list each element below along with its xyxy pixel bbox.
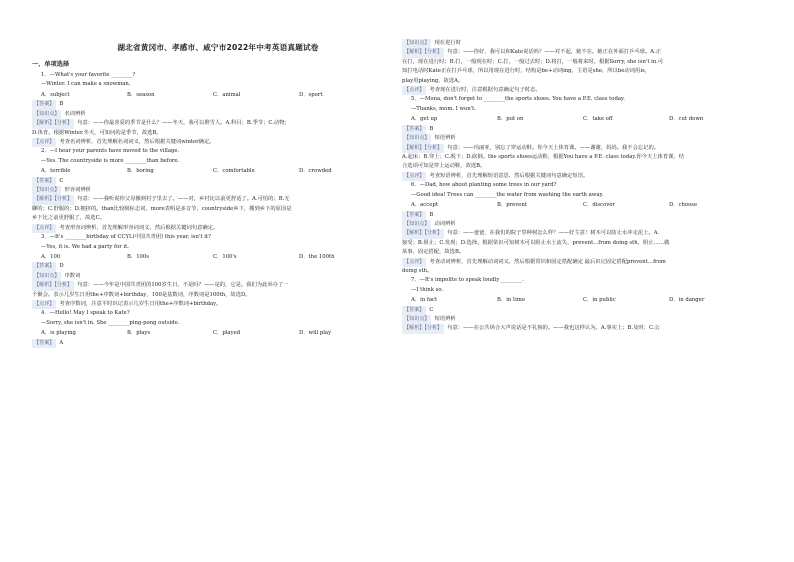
label-tag: 【解析】【分析】 [402,48,444,57]
question-line: —I think so. [411,286,444,293]
label-tag: 【知识点】 [402,220,431,229]
labeled-line [402,306,774,315]
label-tag: 【知识点】 [32,272,61,281]
labeled-line [402,324,774,333]
option-a: A．get up [411,116,438,123]
label-tag: 【解析】【分析】 [32,281,74,290]
label-text: A [59,339,64,346]
label-tag: 【点评】 [402,172,426,181]
question-line: 6．—Dad, how about planting some trees in our yard? [411,182,557,189]
label-text: 现在进行时 [434,40,461,46]
labeled-line [32,177,404,186]
label-text: 考查序数词，注意平时识记表示几岁生日用the+序数词+birthday。 [59,301,222,308]
options-row [32,328,404,339]
explanation-line: 个聚会。表示几岁生日用the+序数词+birthday，100是基数词，序数词是100th，故选D。 [32,291,251,298]
label-tag: 【知识点】 [402,134,431,143]
option-c: C．played [213,330,241,337]
label-text: B [59,101,64,108]
labeled-line [32,119,404,128]
explanation-line: doing sth。 [402,267,433,274]
explanation-line: 在打，现在进行时；B.打，一般现在时；C.打，一般过去时；D.将打，一般将来时。根据Sorry, she isn't in.可 [402,58,664,65]
label-text: D [59,263,64,270]
question-line: 7．—It's impolite to speak loudly ________. [411,277,524,284]
option-d: D．cut down [669,116,704,123]
options-row [402,114,774,125]
label-tag: 【答案】 [402,125,426,134]
options-row [32,166,404,177]
question-line: —Yes, it is. We had a party for it. [41,243,129,250]
labeled-line [402,220,774,229]
option-c: C．in public [583,297,616,304]
label-tag: 【答案】 [402,306,426,315]
label-text: 考查动词辨析，首先理解动词词义，然后根据常识和固定搭配确定 最后识记固定搭配prevent…from [429,258,666,265]
label-tag: 【解析】【分析】 [402,144,444,153]
right-column-body [402,39,774,334]
label-text: 句意：——在公共场合大声说话是不礼貌的。——我也这样认为。A.事实上；B.及时；C.公 [447,325,660,332]
label-tag: 【解析】【分析】 [402,324,444,333]
label-tag: 【答案】 [402,211,426,220]
option-b: B．plays [127,330,151,337]
option-d: D．crowded [299,168,332,175]
right-column [402,39,774,334]
label-tag: 【知识点】 [402,315,431,324]
labeled-line [402,315,774,324]
labeled-line [402,86,774,95]
section-heading: 一、单项选择 [32,61,70,68]
question-line: —Good idea! Trees can ________the water from washing the earth away. [411,191,604,198]
labeled-line [32,100,404,109]
options-row [32,90,404,101]
label-tag: 【点评】 [32,138,56,147]
option-d: D．sport [299,91,323,98]
explanation-line: 知打电话时Kate正在打乒乓球，所以用现在进行时，结构是be+动词ing，主语是she，所以be动词用is， [402,68,651,75]
explanation-line: 合选项可知是穿上运动鞋，故选B。 [402,163,486,170]
question-line: 1．—What's your favorite ________? [41,72,136,78]
explanation-line: D.体育。根据Winter.冬天，可知问的是季节，故选B。 [32,129,162,136]
labeled-line [402,134,774,143]
label-text: 短语辨析 [434,316,456,323]
option-d: D．will play [299,330,332,337]
label-tag: 【点评】 [402,86,426,95]
option-b: B．season [127,91,155,98]
label-tag: 【点评】 [32,300,56,309]
label-text: 句意：——爸爸，在我们的院子里种树怎么样？——好主意！树木可以防止水冲走泥土。A. [447,230,660,237]
label-tag: 【点评】 [402,258,426,267]
question-line: 5．—Mona, don't forget to ________the sports shoes. You have a P.E. class today. [411,96,625,103]
label-text: 动词辨析 [434,220,456,227]
label-text: 短语辨析 [434,135,456,142]
option-b: B．prevent [497,202,527,208]
option-a: A．100 [41,253,61,260]
option-b: B．in time [497,297,525,304]
label-tag: 【知识点】 [402,39,431,48]
option-b: B．100s [127,253,150,260]
explanation-line: play用playing，故选A。 [402,77,464,84]
labeled-line [32,339,404,348]
label-text: 考查形容词辨析，首先理解形容词词义，然后根据关键词句意确定。 [59,224,219,231]
labeled-line [32,110,404,119]
label-text: C [429,306,434,313]
option-a: A．accept [411,202,438,208]
question-line: 4．—Hello! May I speak to Kate? [41,310,130,317]
label-tag: 【知识点】 [32,186,61,195]
labeled-line [32,272,404,281]
option-a: A．terrible [41,168,71,175]
label-tag: 【解析】【分析】 [32,195,74,204]
labeled-line [32,300,404,309]
label-tag: 【答案】 [32,339,56,348]
labeled-line [32,186,404,195]
document-title: 湖北省黄冈市、孝感市、咸宁市2022年中考英语真题试卷 [117,43,319,52]
labeled-line [402,48,774,57]
labeled-line [402,229,774,238]
labeled-line [32,195,404,204]
label-tag: 【答案】 [32,100,56,109]
labeled-line [402,39,774,48]
label-text: 形容词辨析 [64,187,91,194]
left-column-body [32,71,404,348]
options-row [402,295,774,306]
explanation-line: 乡下比之前更舒服了，故选C。 [32,215,105,222]
labeled-line [32,138,404,147]
label-text: B [429,211,434,218]
label-tag: 【解析】【分析】 [32,119,74,128]
labeled-line [32,262,404,271]
label-text: 句意：——你最喜爱的季节是什么？——冬天，我可以堆雪人。A.科目；B.季节；C.动物； [77,120,290,127]
question-line: —Winter. I can make a snowman. [41,81,131,88]
label-text: 句意：——你好，我可以和Kate说话吗？——对不起，她不在。她正在外面打乒乓球。A.正 [447,49,662,56]
question-line: —Yes. The countryside is more ________than before. [41,157,180,164]
label-tag: 【答案】 [32,262,56,271]
explanation-line: 某事，固定搭配，故选B。 [402,249,465,256]
question-line: 3．—It's ________birthday of CCYL(中国共青团) this year, isn't it? [41,234,211,241]
option-a: A．subject [41,91,70,98]
label-tag: 【点评】 [32,224,56,233]
label-text: 句意：——我听说你父母搬到村子里去了。——对，乡村比以前更舒适了。A.可怕的；B.无 [77,196,290,203]
question-line: —Thanks, mom. I won't. [411,105,476,112]
labeled-line [402,125,774,134]
label-tag: 【答案】 [32,177,56,186]
label-text: B [429,125,434,132]
option-c: C．100's [213,253,237,260]
option-a: A．in fact [411,297,438,304]
labeled-line [402,211,774,220]
left-column [32,0,404,348]
label-text: 考查名词辨析，首先理解名词词义，然后根据关键词winter确定。 [59,138,215,145]
option-c: C．comfortable [213,168,255,175]
label-text: 句意：——今年是中国共青团的100岁生日，不是吗？——是的，它是。我们为此举办了一 [77,282,289,289]
option-d: D．choose [669,202,698,208]
labeled-line [402,144,774,153]
labeled-line [32,281,404,290]
options-row [402,200,774,211]
label-text: C [59,177,64,184]
labeled-line [32,224,404,233]
option-d: D．the 100th [299,253,335,260]
option-a: A．is playing [41,330,76,337]
label-text: 考查现在进行时，注意根据句意确定句子时态。 [429,87,541,94]
option-d: D．in danger [669,297,705,304]
question-line: —Sorry, she isn't in. She ________ping-pong outside. [41,319,180,326]
option-c: C．take off [583,116,613,123]
labeled-line [402,258,774,267]
explanation-line: 聊的；C.舒服的；D.拥挤的。than比较级标志词，more表明是多音节，countryside乡下，搬到乡下的原因是 [32,205,292,212]
explanation-line: 接受；B.阻止；C.发现；D.选择。根据常识可知树木可以阻止水土流失，prevent...from doing sth，阻止……做 [402,239,670,246]
label-text: 考查短语辨析，首先理解短语意思，然后根据关键词句意确定短语。 [429,172,589,179]
label-tag: 【知识点】 [32,110,61,119]
option-c: C．discover [583,202,615,208]
labeled-line [402,172,774,181]
label-text: 名词辨析 [64,110,86,117]
option-b: B．put on [497,116,524,123]
question-line: 2．—I hear your parents have moved to the village. [41,148,180,155]
option-b: B．boring [127,168,154,175]
label-text: 序数词 [64,272,81,279]
option-c: C．animal [213,91,241,98]
explanation-line: A.起床；B.穿上；C.脱下；D.砍倒。the sports shoes运动鞋，根据You have a P.E. class today.你今天上体育课，结 [402,153,685,160]
label-text: 句意：——玛丽亚，别忘了穿运动鞋。你今天上体育课。——谢谢，妈妈。我不会忘记的。 [447,144,660,151]
options-row [32,252,404,263]
label-tag: 【解析】【分析】 [402,229,444,238]
